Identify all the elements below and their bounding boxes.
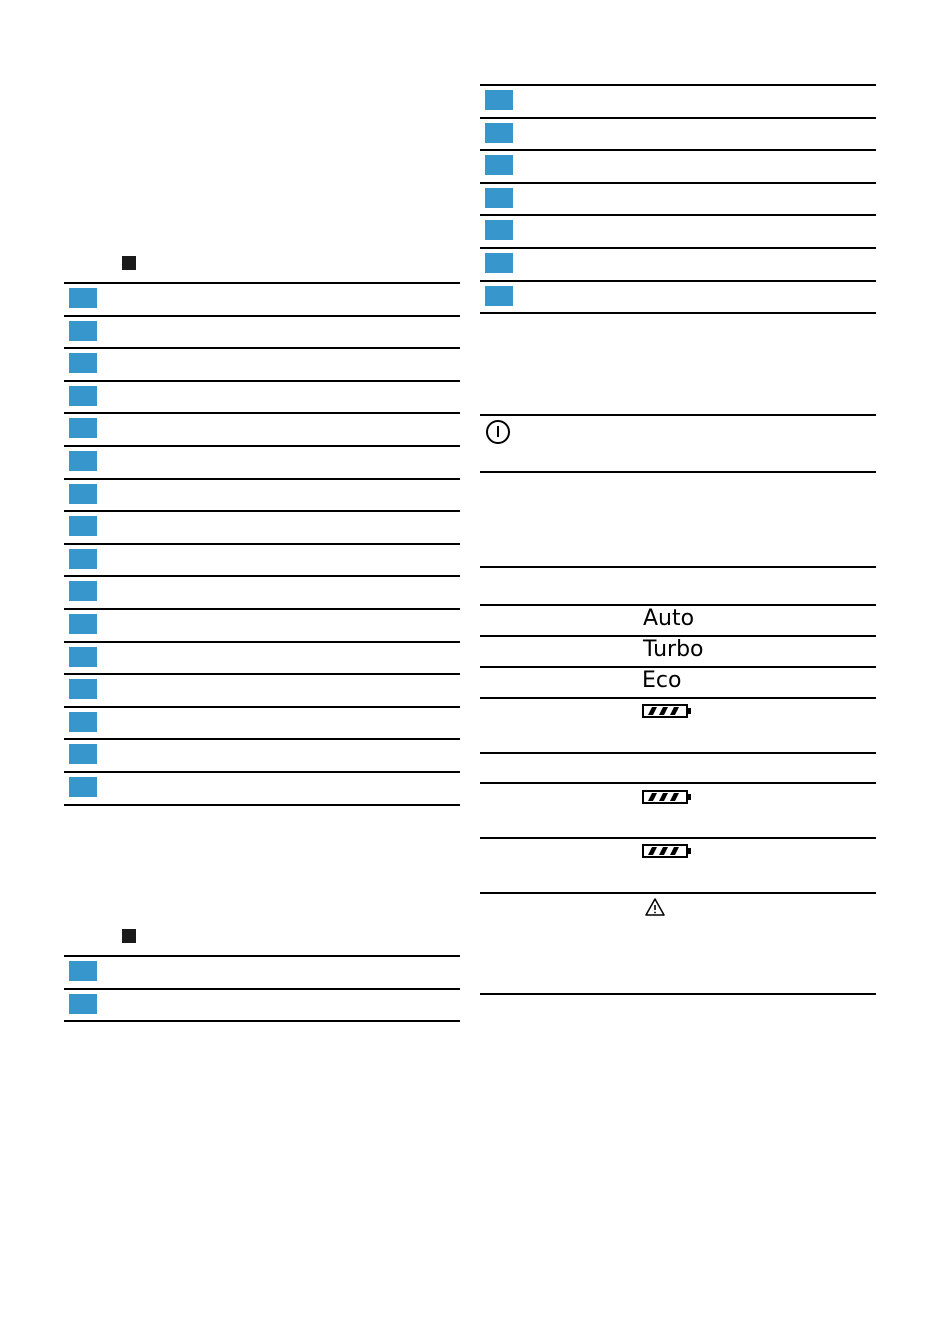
divider xyxy=(480,182,876,184)
divider xyxy=(480,312,876,314)
divider xyxy=(64,771,460,773)
divider xyxy=(480,414,876,416)
divider xyxy=(64,706,460,708)
mode-eco-label: Eco xyxy=(642,668,682,693)
blue-square-icon xyxy=(485,155,513,175)
divider xyxy=(480,117,876,119)
blue-square-icon xyxy=(69,418,97,438)
blue-square-icon xyxy=(69,451,97,471)
battery-icon xyxy=(642,704,692,718)
divider xyxy=(64,478,460,480)
divider xyxy=(64,641,460,643)
divider xyxy=(480,837,876,839)
blue-square-icon xyxy=(69,353,97,373)
battery-icon xyxy=(642,844,692,858)
divider xyxy=(64,510,460,512)
divider xyxy=(480,471,876,473)
blue-square-icon xyxy=(485,123,513,143)
blue-square-icon xyxy=(69,777,97,797)
blue-square-icon xyxy=(69,994,97,1014)
black-square-icon xyxy=(122,256,136,270)
blue-square-icon xyxy=(69,614,97,634)
divider xyxy=(480,697,876,699)
blue-square-icon xyxy=(69,679,97,699)
blue-square-icon xyxy=(69,321,97,341)
divider xyxy=(64,282,460,284)
blue-square-icon xyxy=(69,288,97,308)
power-icon xyxy=(485,419,511,445)
divider xyxy=(64,412,460,414)
divider xyxy=(64,955,460,957)
blue-square-icon xyxy=(485,220,513,240)
blue-square-icon xyxy=(485,188,513,208)
blue-square-icon xyxy=(69,516,97,536)
divider xyxy=(64,738,460,740)
mode-turbo-label: Turbo xyxy=(643,637,704,662)
battery-icon xyxy=(642,790,692,804)
blue-square-icon xyxy=(69,961,97,981)
blue-square-icon xyxy=(69,549,97,569)
blue-square-icon xyxy=(69,712,97,732)
divider xyxy=(480,892,876,894)
divider xyxy=(64,543,460,545)
mode-auto-label: Auto xyxy=(643,606,695,631)
divider xyxy=(480,782,876,784)
divider xyxy=(64,380,460,382)
blue-square-icon xyxy=(69,386,97,406)
divider xyxy=(64,347,460,349)
blue-square-icon xyxy=(485,90,513,110)
divider xyxy=(64,315,460,317)
blue-square-icon xyxy=(485,253,513,273)
blue-square-icon xyxy=(69,647,97,667)
divider xyxy=(480,993,876,995)
divider xyxy=(64,804,460,806)
divider xyxy=(64,608,460,610)
black-square-icon xyxy=(122,929,136,943)
divider xyxy=(480,566,876,568)
warning-triangle-icon xyxy=(644,897,666,917)
divider xyxy=(480,84,876,86)
blue-square-icon xyxy=(69,581,97,601)
divider xyxy=(64,445,460,447)
divider xyxy=(64,575,460,577)
divider xyxy=(64,673,460,675)
divider xyxy=(480,280,876,282)
divider xyxy=(64,988,460,990)
divider xyxy=(64,1020,460,1022)
blue-square-icon xyxy=(485,286,513,306)
blue-square-icon xyxy=(69,484,97,504)
divider xyxy=(480,149,876,151)
blue-square-icon xyxy=(69,744,97,764)
divider xyxy=(480,214,876,216)
divider xyxy=(480,752,876,754)
divider xyxy=(480,247,876,249)
